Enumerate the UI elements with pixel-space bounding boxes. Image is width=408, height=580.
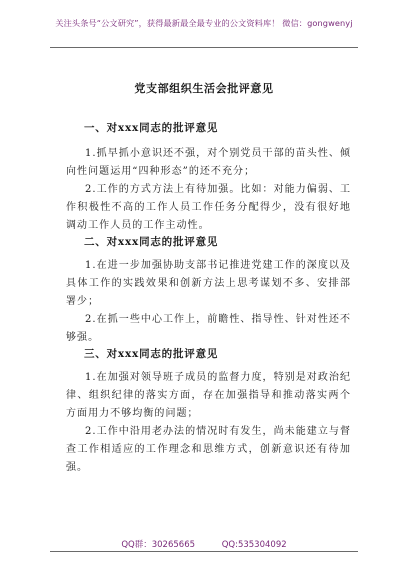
- paragraph: 2.在抓一些中心工作上，前瞻性、指导性、针对性还不够强。: [66, 314, 351, 343]
- header-banner: 关注头条号“公文研究”，获得最新最全最专业的公文资料库！ 微信：gongwenyj: [55, 18, 353, 28]
- document-body: [66, 122, 351, 477]
- paragraph: 2.工作中沿用老办法的情况时有发生，尚未能建立与督查工作相适应的工作理念和思维方式，创新意识还有待加强。: [66, 426, 351, 473]
- document-title: 党支部组织生活会批评意见: [134, 82, 274, 95]
- section-2: [66, 236, 351, 347]
- section-heading: 一、对xxx同志的批评意见: [84, 122, 219, 134]
- section-heading: 二、对xxx同志的批评意见: [84, 236, 219, 248]
- section-1: [66, 122, 351, 235]
- paragraph: 1.在进一步加强协助支部书记推进党建工作的深度以及具体工作的实践效果和创新方法上思考谋划不多、安排部署少；: [66, 260, 351, 307]
- footer: [0, 538, 408, 550]
- footer-qq-group: QQ群：30265665: [121, 540, 196, 550]
- header-divider: [50, 47, 358, 48]
- paragraph: 1.抓早抓小意识还不强，对个别党员干部的苗头性、倾向性问题运用“四种形态”的还不充分；: [66, 148, 351, 177]
- paragraph: 1.在加强对领导班子成员的监督力度，特别是对政治纪律、组织纪律的落实方面，存在加强指导和推动落实两个方面用力不够均衡的问题；: [66, 372, 351, 419]
- section-3: [66, 348, 351, 477]
- section-heading: 三、对xxx同志的批评意见: [84, 348, 219, 360]
- paragraph: 2.工作的方式方法上有待加强。比如：对能力偏弱、工作积极性不高的工作人员工作任务分配得少，没有很好地调动工作人员的工作主动性。: [66, 184, 351, 231]
- footer-qq: QQ:535304092: [221, 540, 287, 550]
- footer-divider: [50, 551, 358, 552]
